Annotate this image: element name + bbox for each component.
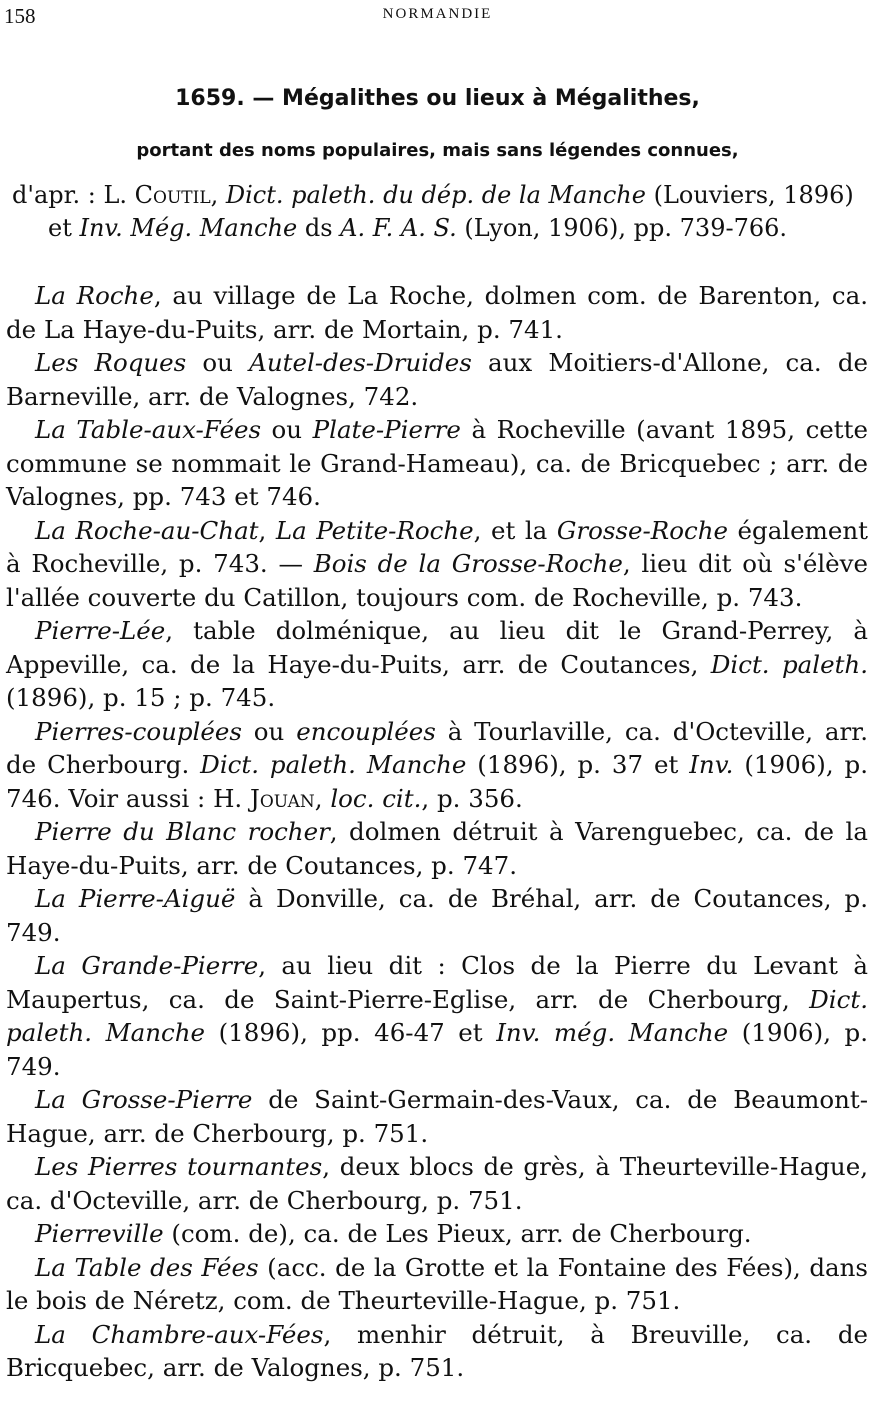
entry-name: Les Roques (35, 348, 187, 377)
entry: Les Pierres tournantes, deux blocs de grès, à Theurteville-Hague, ca. d'Octeville, arr. de Cherbourg, p. 751. (6, 1152, 868, 1215)
entry: Pierreville (com. de), ca. de Les Pieux, arr. de Cherbourg. (35, 1219, 752, 1248)
entry-name-alt: Plate-Pierre (312, 415, 461, 444)
entry: La Table-aux-Fées ou Plate-Pierre à Rocheville (avant 1895, cette commune se nommait le Grand-Hameau), ca. de Bricquebec ; arr. de Valognes, pp. 743 et 746. (6, 415, 868, 511)
entry-reference: Dict. paleth. Manche (6, 984, 868, 1047)
source-journal: A. F. A. S. (340, 214, 457, 242)
source-reference (12, 179, 864, 245)
entry-name: La Roche (35, 281, 154, 310)
entry-name: La Roche-au-Chat (35, 515, 259, 545)
entry-name-alt: Grosse-Roche (556, 515, 728, 545)
entry-name: Les Pierres tournantes (35, 1152, 323, 1181)
entry-reference: loc. cit. (330, 783, 422, 813)
section-title: 1659. — Mégalithes ou lieux à Mégalithes, (175, 86, 700, 111)
entry-name-alt: Bois de la Grosse-Roche (313, 549, 623, 578)
entry-name: Pierre du Blanc rocher (35, 817, 330, 846)
entry-name: Pierreville (35, 1219, 164, 1248)
entry: La Grosse-Pierre de Saint-Germain-des-Vaux, ca. de Beaumont-Hague, arr. de Cherbourg, p. 751. (6, 1085, 868, 1148)
entry: La Pierre-Aiguë à Donville, ca. de Bréhal, arr. de Coutances, p. 749. (6, 884, 868, 947)
source-work-2: Inv. Még. Manche (79, 214, 298, 242)
page-header (0, 0, 875, 34)
entry-reference: Inv. még. Manche (496, 1018, 729, 1047)
entry-author: Jouan (250, 783, 315, 813)
section-subtitle: portant des noms populaires, mais sans légendes connues, (136, 140, 739, 161)
entry-reference: Dict. paleth. Manche (200, 750, 467, 779)
section-number: 1659. (175, 86, 245, 111)
entry-reference: Dict. paleth. (710, 649, 868, 679)
source-author: Coutil (134, 181, 211, 209)
entry-name-alt: Autel-des-Druides (249, 348, 472, 377)
entry: La Roche-au-Chat, La Petite-Roche, et la Grosse-Roche également à Rocheville, p. 743. — Bois de la Grosse-Roche, lieu dit où s'élève l'allée couverte du Catillon, toujours com. de Rocheville, p. 743. (6, 515, 868, 612)
entry-name: La Table-aux-Fées (35, 415, 262, 444)
entry: Pierre du Blanc rocher, dolmen détruit à Varenguebec, ca. de la Haye-du-Puits, arr. de Coutances, p. 747. (6, 817, 868, 880)
entry-reference: Inv. (689, 750, 734, 779)
entry-name: Pierres-couplées (35, 716, 242, 746)
entry-list (6, 279, 868, 1385)
entry-name: La Grosse-Pierre (35, 1085, 253, 1114)
entry-name: La Chambre-aux-Fées (35, 1319, 324, 1349)
entry: La Roche, au village de La Roche, dolmen com. de Barenton, ca. de La Haye-du-Puits, arr. de Mortain, p. 741. (6, 281, 868, 344)
entry: Pierres-couplées ou encouplées à Tourlaville, ca. d'Octeville, arr. de Cherbourg. Dict. paleth. Manche (1896), p. 37 et Inv. (1906), p. 746. Voir aussi : H. Jouan, loc. cit., p. 356. (6, 716, 869, 813)
page-number: 158 (4, 4, 36, 28)
entry: La Grande-Pierre, au lieu dit : Clos de la Pierre du Levant à Maupertus, ca. de Saint-Pierre-Eglise, arr. de Cherbourg, Dict. paleth. Manche (1896), pp. 46-47 et Inv. még. Manche (1906), p. 749. (6, 951, 868, 1081)
entry-name: La Grande-Pierre (35, 951, 259, 980)
entry: La Chambre-aux-Fées, menhir détruit, à Breuville, ca. de Bricquebec, arr. de Valognes, p. 751. (6, 1319, 869, 1382)
section-heading: Mégalithes ou lieux à Mégalithes, (282, 86, 700, 111)
source-line-2: et Inv. Még. Manche ds A. F. A. S. (Lyon, 1906), pp. 739-766. (48, 214, 788, 242)
running-title: NORMANDIE (382, 6, 493, 22)
entry: Les Roques ou Autel-des-Druides aux Moitiers-d'Allone, ca. de Barneville, arr. de Valognes, 742. (6, 348, 869, 411)
source-line-1: d'apr. : L. Coutil, Dict. paleth. du dép. de la Manche (Louviers, 1896) (12, 181, 854, 209)
entry: La Table des Fées (acc. de la Grotte et la Fontaine des Fées), dans le bois de Néretz, com. de Theurteville-Hague, p. 751. (6, 1252, 869, 1315)
entry-name: Pierre-Lée (35, 616, 166, 645)
source-work-1: Dict. paleth. du dép. de la Manche (225, 181, 646, 209)
entry-name: La Table des Fées (35, 1252, 259, 1282)
entry-name-alt: encouplées (296, 716, 436, 746)
entry-name: La Pierre-Aiguë (35, 884, 236, 913)
entry: Pierre-Lée, table dolménique, au lieu dit le Grand-Perrey, à Appeville, ca. de la Haye-du-Puits, arr. de Coutances, Dict. paleth. (1896), p. 15 ; p. 745. (6, 616, 868, 712)
entry-name-alt: La Petite-Roche (275, 515, 474, 545)
